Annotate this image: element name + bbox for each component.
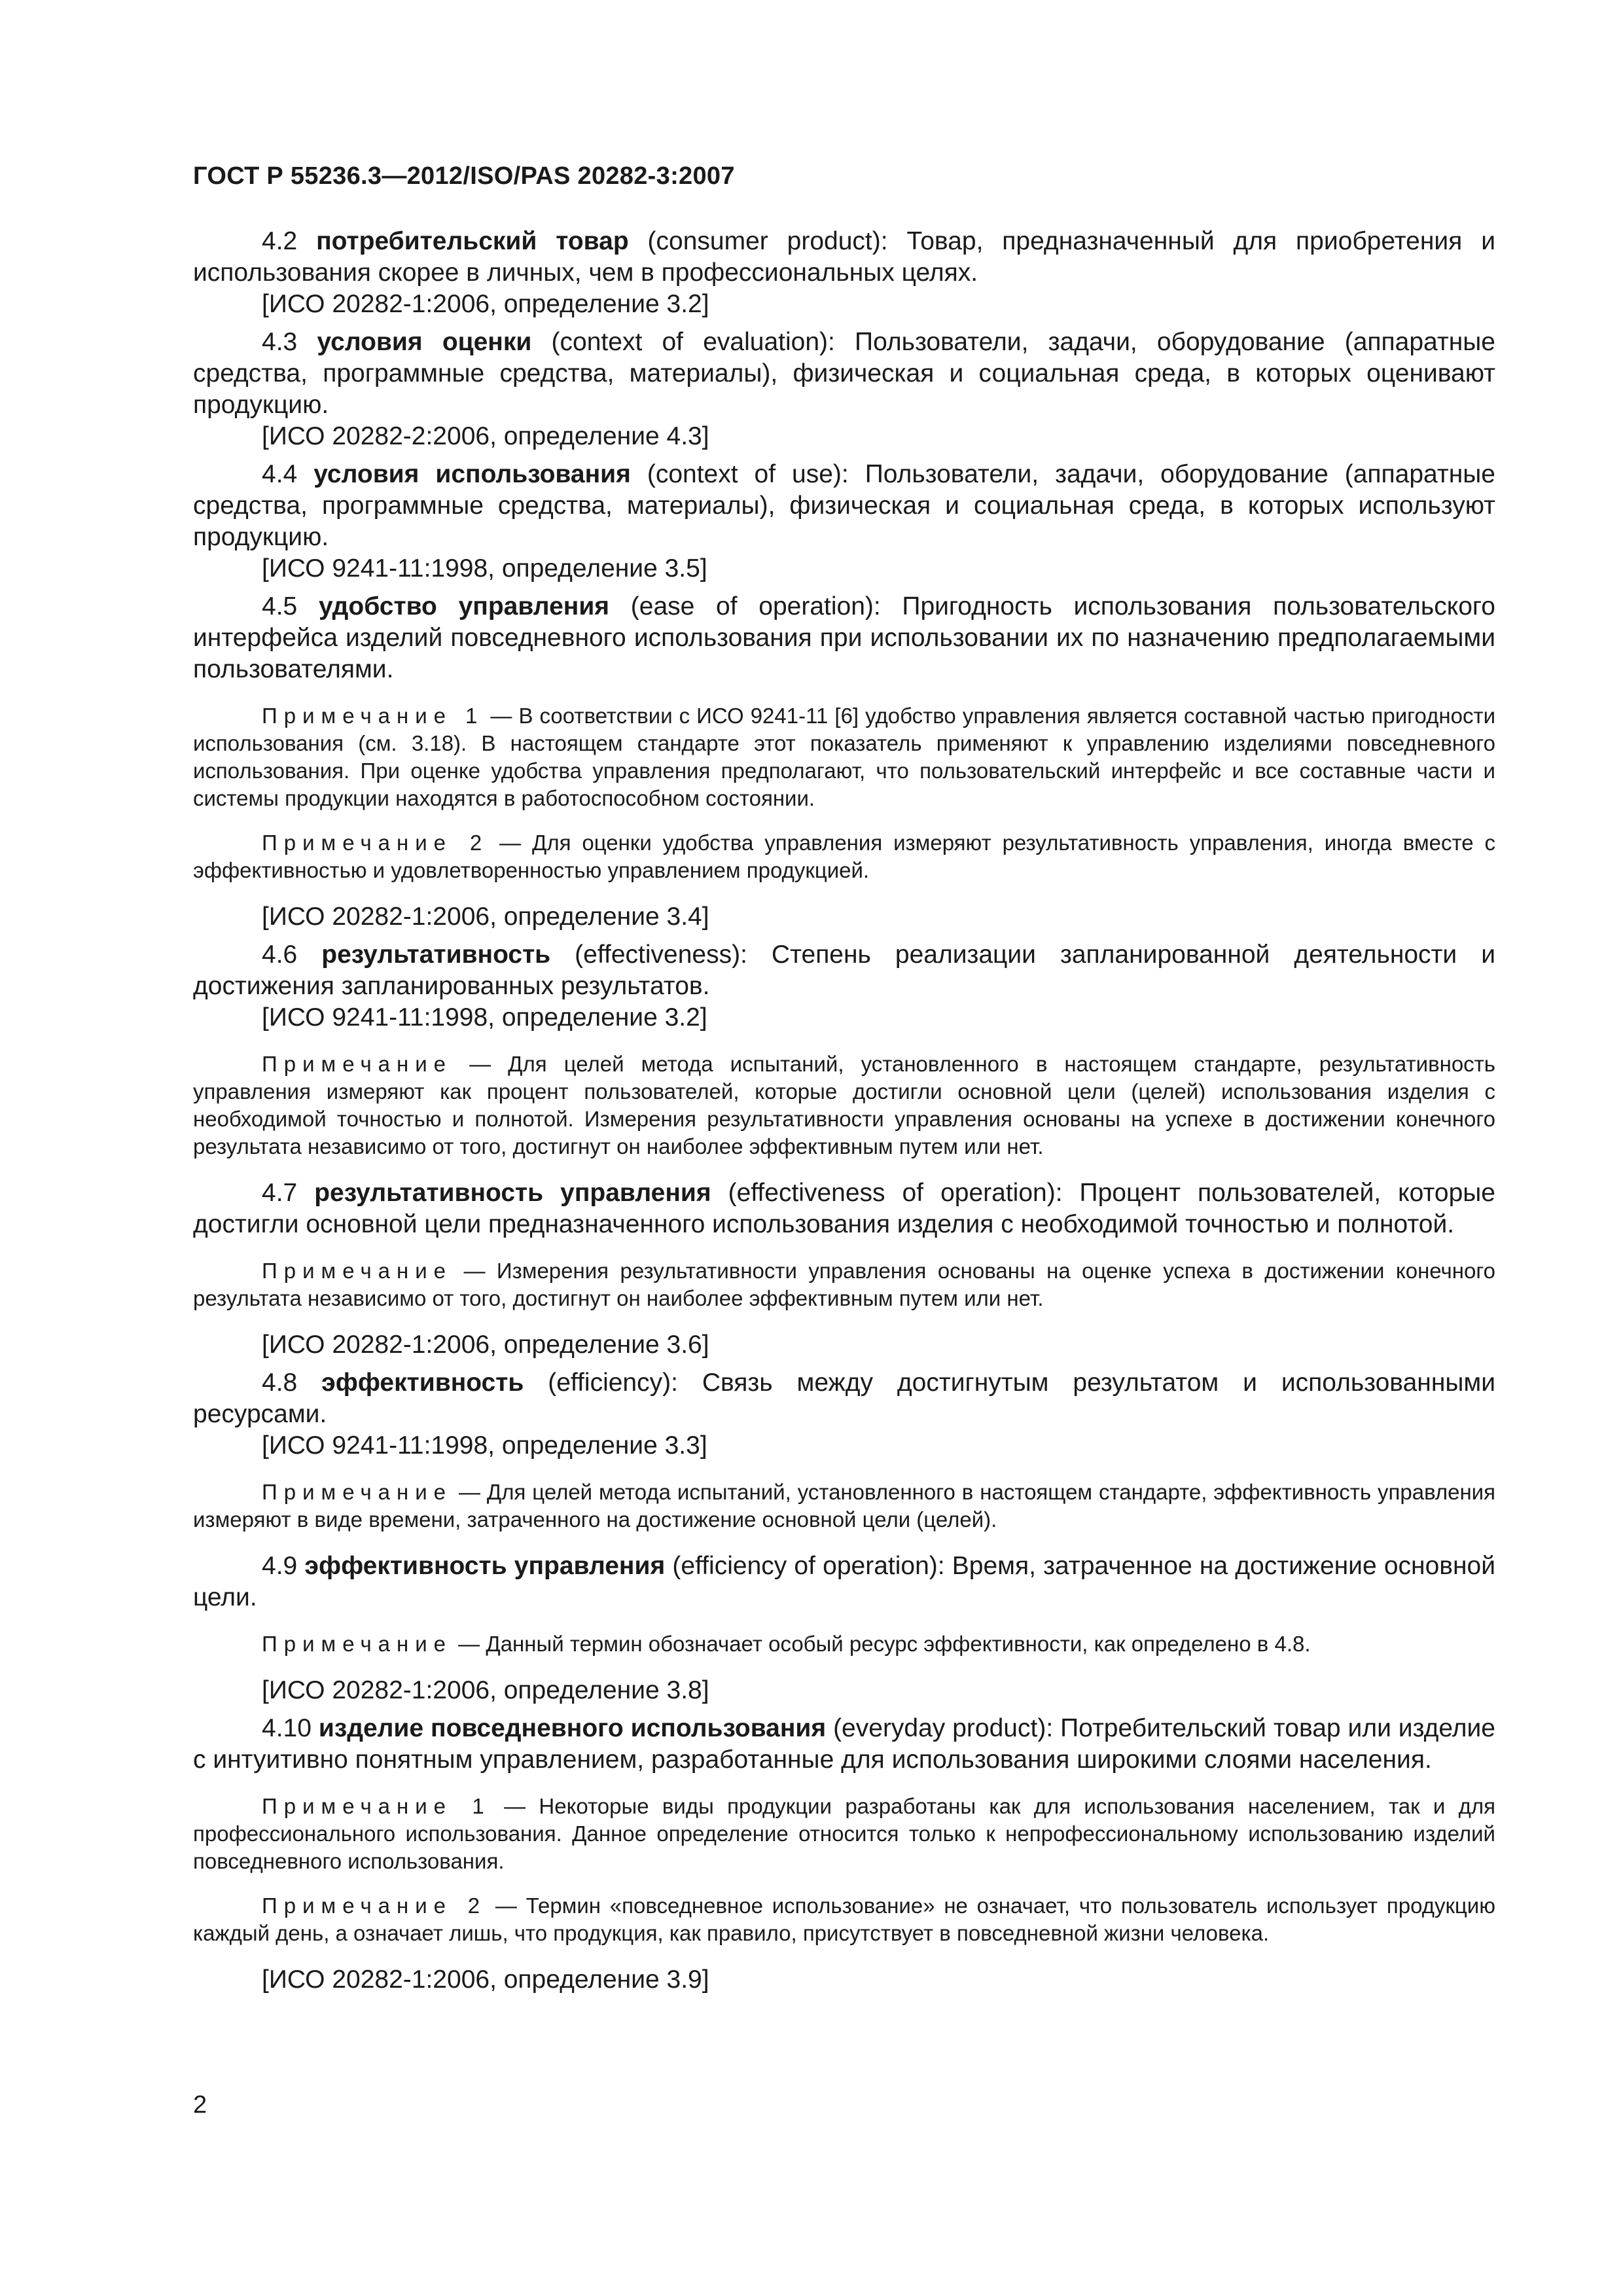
source-reference: [ИСО 20282-1:2006, определение 3.9]	[262, 1965, 709, 1994]
document-body	[193, 226, 1495, 2002]
note	[193, 829, 1495, 884]
source-reference: [ИСО 20282-1:2006, определение 3.2]	[262, 290, 709, 318]
definition-paragraph	[193, 1367, 1495, 1430]
definition-number: 4.3	[262, 328, 298, 356]
term: результативность	[321, 941, 551, 969]
definition-number: 4.2	[262, 227, 298, 255]
term-definition: (context of evaluation): Пользователи, задачи, оборудование (аппаратные средства, программные средства, материалы), физическая и социальная среда, в которых оценивают продукцию.	[193, 328, 1495, 419]
page-number: 2	[193, 2091, 207, 2119]
term: потребительский товар	[316, 227, 629, 255]
definition-number: 4.5	[262, 592, 298, 620]
note-text: — Данный термин обозначает особый ресурс эффективности, как определено в 4.8.	[452, 1632, 1311, 1656]
definition-paragraph	[193, 591, 1495, 685]
note-label: Примечание 2	[262, 1893, 487, 1918]
term-definition: (effectiveness): Степень реализации запланированной деятельности и достижения запланированных результатов.	[193, 941, 1495, 1000]
note-text: — Для целей метода испытаний, установленного в настоящем стандарте, эффективность управления измеряют в виде времени, затраченного на достижение основной цели (целей).	[193, 1480, 1495, 1532]
definition-number: 4.9	[262, 1552, 298, 1580]
note-label: Примечание	[262, 1632, 453, 1656]
source-reference: [ИСО 9241-11:1998, определение 3.3]	[262, 1431, 707, 1460]
definition-paragraph	[193, 459, 1495, 553]
source-reference: [ИСО 20282-1:2006, определение 3.4]	[262, 903, 709, 931]
note-label: Примечание	[262, 1259, 453, 1283]
note-text: — Измерения результативности управления основаны на оценке успеха в достижении конечного результата независимо от того, достигнут он наиболее эффективным путем или нет.	[193, 1259, 1495, 1310]
note	[193, 1479, 1495, 1534]
definition-paragraph	[193, 1551, 1495, 1613]
note-text: — Некоторые виды продукции разработаны как для использования населением, так и для профессионального использования. Данное определение относится только к непрофессиональному использованию изделий повседневного использования.	[193, 1794, 1496, 1873]
term: условия использования	[313, 460, 631, 488]
source-reference: [ИСО 9241-11:1998, определение 3.5]	[262, 554, 707, 583]
term-definition: (everyday product): Потребительский товар или изделие с интуитивно понятным управлением, разработанные для использования широкими слоями населения.	[193, 1714, 1495, 1774]
definition-number: 4.7	[262, 1179, 298, 1207]
source-reference: [ИСО 20282-2:2006, определение 4.3]	[262, 422, 709, 450]
note-label: Примечание	[262, 1052, 453, 1076]
definition-paragraph	[193, 327, 1495, 421]
definition-paragraph	[193, 1177, 1495, 1240]
definition-paragraph	[193, 1713, 1495, 1776]
term: изделие повседневного использования	[318, 1714, 827, 1742]
term: условия оценки	[317, 328, 532, 356]
definition-paragraph	[193, 939, 1495, 1002]
definition-number: 4.6	[262, 941, 298, 969]
definition-number: 4.8	[262, 1369, 298, 1397]
note-text: — Для целей метода испытаний, установленного в настоящем стандарте, результативность управления измеряют как процент пользователей, которые достигли основной цели (целей) использования изделия с необходимой точностью и полнотой. Измерения результативности управления основаны на успехе в достижении конечного результата независимо от того, достигнут он наиболее эффективным путем или нет.	[193, 1052, 1495, 1158]
definition-number: 4.10	[262, 1714, 312, 1742]
source-reference: [ИСО 20282-1:2006, определение 3.6]	[262, 1331, 709, 1359]
note	[193, 702, 1495, 812]
note-text: — Для оценки удобства управления измеряют результативность управления, иногда вместе с эффективностью и удовлетворенностью управлением продукцией.	[193, 831, 1495, 882]
note	[193, 1793, 1495, 1875]
definition-number: 4.4	[262, 460, 298, 488]
note	[193, 1630, 1495, 1658]
note-text: — Термин «повседневное использование» не означает, что пользователь использует продукцию каждый день, а означает лишь, что продукция, как правило, присутствует в повседневной жизни человека.	[193, 1893, 1495, 1945]
document-header: ГОСТ Р 55236.3—2012/ISO/PAS 20282-3:2007	[193, 162, 735, 190]
note-label: Примечание 2	[262, 831, 489, 855]
note-label: Примечание	[262, 1480, 453, 1504]
term-definition: (effectiveness of operation): Процент пользователей, которые достигли основной цели предназначенного использования изделия с необходимой точностью и полнотой.	[193, 1179, 1495, 1238]
term: результативность управления	[314, 1179, 711, 1207]
source-reference: [ИСО 20282-1:2006, определение 3.8]	[262, 1676, 709, 1704]
definition-paragraph	[193, 226, 1495, 289]
term-definition: (ease of operation): Пригодность использования пользовательского интерфейса изделий повседневного использования при использовании их по назначению предполагаемыми пользователями.	[193, 592, 1495, 683]
note	[193, 1050, 1495, 1160]
term: эффективность управления	[304, 1552, 666, 1580]
note	[193, 1892, 1495, 1947]
term: удобство управления	[318, 592, 610, 620]
source-reference: [ИСО 9241-11:1998, определение 3.2]	[262, 1003, 707, 1031]
term-definition: (context of use): Пользователи, задачи, оборудование (аппаратные средства, программные средства, материалы), физическая и социальная среда, в которых используют продукцию.	[193, 460, 1495, 551]
note	[193, 1257, 1495, 1312]
term-definition: (consumer product): Товар, предназначенный для приобретения и использования скорее в личных, чем в профессиональных целях.	[193, 227, 1495, 287]
note-label: Примечание 1	[262, 1794, 491, 1818]
note-text: — В соответствии с ИСО 9241-11 [6] удобство управления является составной частью пригодности использования (см. 3.18). В настоящем стандарте этот показатель применяют к управлению изделиями повседневного использования. При оценке удобства управления предполагают, что пользовательский интерфейс и все составные части и системы продукции находятся в работоспособном состоянии.	[193, 704, 1495, 810]
term-definition: (efficiency of operation): Время, затраченное на достижение основной цели.	[193, 1552, 1495, 1611]
note-label: Примечание 1	[262, 704, 484, 728]
term-definition: (efficiency): Связь между достигнутым результатом и использованными ресурсами.	[193, 1369, 1495, 1428]
term: эффективность	[321, 1369, 524, 1397]
